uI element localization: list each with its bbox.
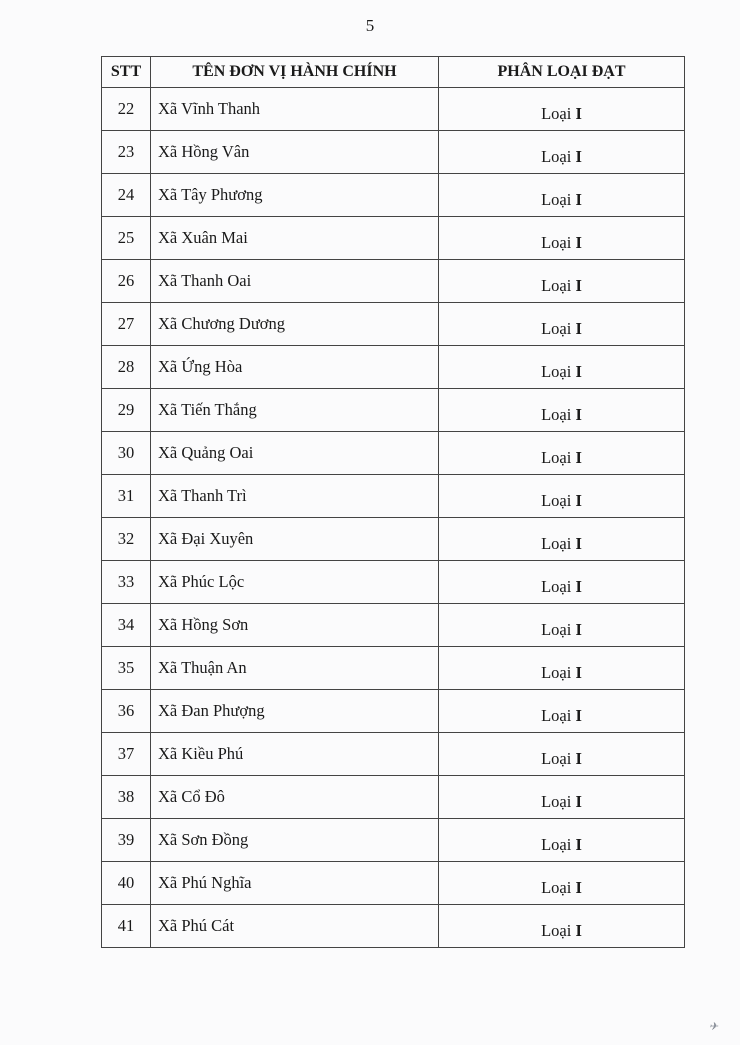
row-classification — [439, 690, 685, 733]
row-stt: 32 — [102, 518, 151, 561]
classification-word: Loại — [541, 577, 572, 596]
row-stt: 34 — [102, 604, 151, 647]
table-row — [102, 561, 685, 604]
table-row — [102, 690, 685, 733]
classification-grade: I — [575, 921, 582, 940]
table-row — [102, 733, 685, 776]
classification-word: Loại — [541, 706, 572, 725]
classification-grade: I — [575, 104, 582, 123]
row-stt: 41 — [102, 905, 151, 948]
classification-grade: I — [575, 620, 582, 639]
classification-grade: I — [575, 190, 582, 209]
classification-grade: I — [575, 663, 582, 682]
table-row — [102, 604, 685, 647]
table-row — [102, 88, 685, 131]
row-unit-name: Xã Sơn Đồng — [151, 819, 439, 862]
row-unit-name: Xã Thanh Oai — [151, 260, 439, 303]
row-unit-name: Xã Chương Dương — [151, 303, 439, 346]
row-stt: 40 — [102, 862, 151, 905]
classification-word: Loại — [541, 276, 572, 295]
table-row — [102, 174, 685, 217]
classification-word: Loại — [541, 749, 572, 768]
classification-word: Loại — [541, 835, 572, 854]
row-unit-name: Xã Hồng Vân — [151, 131, 439, 174]
row-classification — [439, 88, 685, 131]
table-row — [102, 260, 685, 303]
classification-grade: I — [575, 448, 582, 467]
row-stt: 31 — [102, 475, 151, 518]
row-stt: 30 — [102, 432, 151, 475]
row-classification — [439, 604, 685, 647]
page-number: 5 — [365, 16, 375, 35]
classification-word: Loại — [541, 878, 572, 897]
classification-grade: I — [575, 319, 582, 338]
table-row — [102, 819, 685, 862]
row-classification — [439, 561, 685, 604]
row-unit-name: Xã Quảng Oai — [151, 432, 439, 475]
administrative-units-table — [101, 56, 685, 948]
classification-word: Loại — [541, 233, 572, 252]
classification-word: Loại — [541, 491, 572, 510]
table-row — [102, 217, 685, 260]
row-unit-name: Xã Đan Phượng — [151, 690, 439, 733]
row-classification — [439, 303, 685, 346]
row-classification — [439, 776, 685, 819]
table-row — [102, 346, 685, 389]
row-unit-name: Xã Vĩnh Thanh — [151, 88, 439, 131]
classification-word: Loại — [541, 104, 572, 123]
row-classification — [439, 131, 685, 174]
classification-word: Loại — [541, 620, 572, 639]
row-stt: 24 — [102, 174, 151, 217]
table-row — [102, 303, 685, 346]
table-header — [102, 57, 685, 88]
row-classification — [439, 346, 685, 389]
row-unit-name: Xã Tây Phương — [151, 174, 439, 217]
row-classification — [439, 389, 685, 432]
row-classification — [439, 217, 685, 260]
classification-grade: I — [575, 362, 582, 381]
row-unit-name: Xã Thanh Trì — [151, 475, 439, 518]
row-unit-name: Xã Đại Xuyên — [151, 518, 439, 561]
row-stt: 25 — [102, 217, 151, 260]
classification-word: Loại — [541, 147, 572, 166]
table-row — [102, 432, 685, 475]
row-classification — [439, 260, 685, 303]
classification-word: Loại — [541, 405, 572, 424]
classification-grade: I — [575, 792, 582, 811]
classification-grade: I — [575, 276, 582, 295]
row-stt: 33 — [102, 561, 151, 604]
header-classification: PHÂN LOẠI ĐẠT — [439, 57, 685, 88]
row-classification — [439, 819, 685, 862]
row-stt: 39 — [102, 819, 151, 862]
row-stt: 35 — [102, 647, 151, 690]
table-row — [102, 389, 685, 432]
row-classification — [439, 518, 685, 561]
row-stt: 26 — [102, 260, 151, 303]
table-row — [102, 647, 685, 690]
row-classification — [439, 647, 685, 690]
row-unit-name: Xã Hồng Sơn — [151, 604, 439, 647]
corner-watermark-icon: ✈ — [708, 1021, 718, 1033]
row-classification — [439, 475, 685, 518]
row-stt: 27 — [102, 303, 151, 346]
row-unit-name: Xã Cổ Đô — [151, 776, 439, 819]
table-row — [102, 518, 685, 561]
row-unit-name: Xã Thuận An — [151, 647, 439, 690]
classification-word: Loại — [541, 534, 572, 553]
row-unit-name: Xã Tiến Thắng — [151, 389, 439, 432]
classification-grade: I — [575, 491, 582, 510]
table-row — [102, 475, 685, 518]
classification-grade: I — [575, 878, 582, 897]
row-classification — [439, 174, 685, 217]
row-classification — [439, 905, 685, 948]
table-body — [102, 88, 685, 948]
classification-word: Loại — [541, 921, 572, 940]
row-classification — [439, 862, 685, 905]
classification-grade: I — [575, 405, 582, 424]
row-unit-name: Xã Phúc Lộc — [151, 561, 439, 604]
row-classification — [439, 432, 685, 475]
classification-grade: I — [575, 147, 582, 166]
row-unit-name: Xã Phú Nghĩa — [151, 862, 439, 905]
classification-grade: I — [575, 749, 582, 768]
classification-grade: I — [575, 534, 582, 553]
row-unit-name: Xã Xuân Mai — [151, 217, 439, 260]
classification-word: Loại — [541, 319, 572, 338]
row-unit-name: Xã Phú Cát — [151, 905, 439, 948]
row-unit-name: Xã Kiều Phú — [151, 733, 439, 776]
classification-grade: I — [575, 835, 582, 854]
classification-grade: I — [575, 706, 582, 725]
header-stt: STT — [102, 57, 151, 88]
row-classification — [439, 733, 685, 776]
row-stt: 22 — [102, 88, 151, 131]
table-row — [102, 131, 685, 174]
row-stt: 36 — [102, 690, 151, 733]
header-row — [102, 57, 685, 88]
row-stt: 23 — [102, 131, 151, 174]
classification-word: Loại — [541, 663, 572, 682]
classification-grade: I — [575, 233, 582, 252]
row-stt: 37 — [102, 733, 151, 776]
table-row — [102, 776, 685, 819]
row-stt: 38 — [102, 776, 151, 819]
row-unit-name: Xã Ứng Hòa — [151, 346, 439, 389]
classification-word: Loại — [541, 362, 572, 381]
header-unit-name: TÊN ĐƠN VỊ HÀNH CHÍNH — [151, 57, 439, 88]
table-row — [102, 862, 685, 905]
table-row — [102, 905, 685, 948]
classification-word: Loại — [541, 792, 572, 811]
classification-grade: I — [575, 577, 582, 596]
classification-word: Loại — [541, 448, 572, 467]
row-stt: 29 — [102, 389, 151, 432]
row-stt: 28 — [102, 346, 151, 389]
classification-word: Loại — [541, 190, 572, 209]
